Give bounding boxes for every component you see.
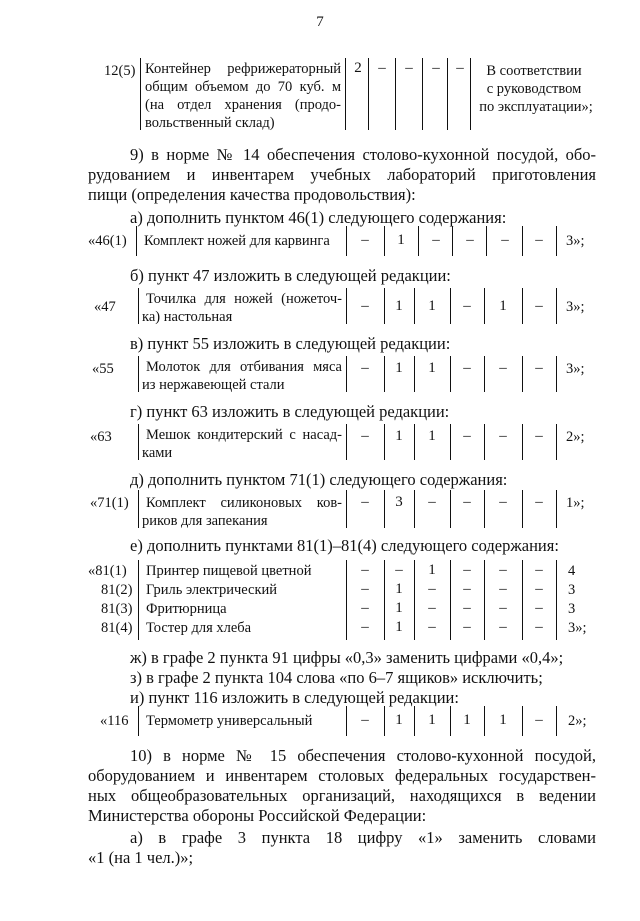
column-rule [556,490,557,528]
paragraph-line: «1 (на 1 чел.)»; [88,848,194,867]
value-cell: – [499,619,507,635]
value-cell: – [428,581,436,597]
column-rule [450,424,451,460]
row-number: 12(5) [104,63,136,79]
column-rule [384,490,385,528]
column-rule [346,490,347,528]
column-rule [450,288,451,324]
column-rule [414,706,415,736]
column-rule [418,226,419,256]
item-name-line: риков для запекания [142,513,268,529]
value-cell: – [463,600,471,616]
note-line: с руководством [486,81,582,97]
value-cell: – [463,360,471,376]
column-rule [138,356,139,392]
value-cell: – [463,562,471,578]
column-rule [368,58,369,130]
value-cell: – [535,298,543,314]
value-cell: – [463,428,471,444]
value-cell: 3 [568,601,576,617]
value-cell: – [535,562,543,578]
value-cell: 1 [395,581,403,597]
value-cell: 1 [428,562,436,578]
row-number: «81(1) [88,563,127,579]
row-number: 81(2) [101,582,133,598]
column-rule [556,288,557,324]
value-cell: 1 [395,428,403,444]
column-rule [346,288,347,324]
column-rule [414,560,415,640]
column-rule [136,226,137,256]
value-cell: – [395,562,403,578]
instruction-f: е) дополнить пунктами 81(1)–81(4) следующего содержания: [130,536,559,555]
value-cell: – [535,428,543,444]
column-rule [346,424,347,460]
value-cell: – [428,619,436,635]
value-cell: 3 [568,582,576,598]
value-cell: – [361,619,369,635]
item-name-line: Комплект силиконовых ков- [146,495,342,511]
value-cell: – [499,600,507,616]
value-cell: 1»; [566,495,585,511]
value-cell: – [361,360,369,376]
value-cell: – [535,619,543,635]
value-cell: – [361,581,369,597]
column-rule [346,356,347,392]
value-cell: – [378,60,386,76]
row-number: «46(1) [88,233,127,249]
value-cell: 1 [463,712,471,728]
column-rule [484,424,485,460]
paragraph-line: 10) в норме № 15 обеспечения столово-кухонной посудой, [130,746,596,765]
item-name-line: (на отдел хранения (продо- [145,97,341,113]
value-cell: 2»; [568,713,587,729]
item-name-line: Мешок кондитерский с насад- [146,427,342,443]
column-rule [345,58,346,130]
column-rule [522,560,523,640]
column-rule [346,560,347,640]
column-rule [522,424,523,460]
value-cell: – [456,60,464,76]
item-name: Гриль электрический [146,582,278,598]
column-rule [414,356,415,392]
column-rule [486,226,487,256]
column-rule [450,356,451,392]
column-rule [414,288,415,324]
value-cell: 1 [428,360,436,376]
column-rule [138,424,139,460]
value-cell: 1 [428,298,436,314]
column-rule [556,706,557,736]
column-rule [140,58,141,130]
item-name-line: Молоток для отбивания мяса [146,359,342,375]
instruction-d: г) пункт 63 изложить в следующей редакции: [130,402,450,421]
value-cell: – [432,232,440,248]
column-rule [522,288,523,324]
item-name-line: вольственный склад) [145,115,275,131]
column-rule [450,706,451,736]
item-name-line: Точилка для ножей (ножеточ- [146,291,342,307]
column-rule [422,58,423,130]
value-cell: – [463,298,471,314]
row-number: «116 [100,713,129,729]
column-rule [384,226,385,256]
row-number: «47 [94,299,116,315]
value-cell: 3»; [566,299,585,315]
value-cell: – [361,232,369,248]
value-cell: 4 [568,563,576,579]
instruction-c: в) пункт 55 изложить в следующей редакции: [130,334,451,353]
value-cell: 3»; [568,620,587,636]
value-cell: – [405,60,413,76]
item-name-line: общим объемом до 70 куб. м [145,79,341,95]
paragraph-line: ных общеобразовательных организаций, находящихся в ведении [88,786,596,805]
column-rule [447,58,448,130]
row-number: «71(1) [90,495,129,511]
column-rule [138,560,139,640]
instruction-e: д) дополнить пунктом 71(1) следующего содержания: [130,470,508,489]
paragraph-line: пищи (определения качества продовольствия): [88,185,416,204]
value-cell: – [361,494,369,510]
instruction-a: а) дополнить пунктом 46(1) следующего содержания: [130,208,507,227]
value-cell: 1 [397,232,405,248]
paragraph-line: а) в графе 3 пункта 18 цифру «1» заменить словами [130,828,596,847]
value-cell: – [535,581,543,597]
item-name: Комплект ножей для карвинга [144,233,330,249]
value-cell: 1 [428,712,436,728]
paragraph-line: рудованием и инвентарем учебных лабораторий приготовления [88,165,596,184]
value-cell: – [428,600,436,616]
column-rule [384,288,385,324]
item-name-line: из нержавеющей стали [142,377,285,393]
note-line: по эксплуатации»; [479,99,593,115]
value-cell: 1 [395,600,403,616]
column-rule [346,226,347,256]
value-cell: – [428,494,436,510]
item-name-line: ками [142,445,173,461]
value-cell: – [466,232,474,248]
value-cell: 1 [395,619,403,635]
column-rule [384,706,385,736]
paragraph-line: оборудованием и инвентарем столовых федеральных государствен- [88,766,596,785]
value-cell: – [361,428,369,444]
item-name: Тостер для хлеба [146,620,252,636]
column-rule [484,560,485,640]
column-rule [138,706,139,736]
value-cell: – [535,360,543,376]
column-rule [138,288,139,324]
item-name-line: Контейнер рефрижераторный [145,61,341,77]
value-cell: – [499,494,507,510]
value-cell: 2»; [566,429,585,445]
column-rule [470,58,471,130]
item-name: Принтер пищевой цветной [146,563,312,579]
value-cell: 1 [395,360,403,376]
column-rule [556,356,557,392]
column-rule [450,490,451,528]
note-line: В соответствии [486,63,582,79]
column-rule [384,560,385,640]
column-rule [384,356,385,392]
column-rule [522,356,523,392]
column-rule [346,706,347,736]
value-cell: 1 [395,298,403,314]
column-rule [556,424,557,460]
column-rule [484,356,485,392]
value-cell: – [499,360,507,376]
value-cell: – [432,60,440,76]
column-rule [414,490,415,528]
column-rule [556,560,557,640]
value-cell: – [361,298,369,314]
row-number: «63 [90,429,112,445]
column-rule [452,226,453,256]
value-cell: – [535,232,543,248]
value-cell: 3 [395,494,403,510]
value-cell: – [535,712,543,728]
value-cell: 1 [428,428,436,444]
instruction-i: и) пункт 116 изложить в следующей редакции: [130,688,459,707]
value-cell: – [535,600,543,616]
value-cell: 3»; [566,361,585,377]
column-rule [522,490,523,528]
value-cell: 1 [499,712,507,728]
page-number: 7 [316,14,324,30]
value-cell: – [463,619,471,635]
column-rule [395,58,396,130]
value-cell: – [535,494,543,510]
value-cell: – [361,600,369,616]
item-name-line: ка) настольная [142,309,233,325]
value-cell: – [463,494,471,510]
instruction-g: ж) в графе 2 пункта 91 цифры «0,3» заменить цифрами «0,4»; [130,648,564,667]
row-number: «55 [92,361,114,377]
value-cell: – [499,581,507,597]
column-rule [138,490,139,528]
column-rule [484,706,485,736]
column-rule [384,424,385,460]
value-cell: 1 [499,298,507,314]
value-cell: – [501,232,509,248]
paragraph-line: Министерства обороны Российской Федерации: [88,806,427,825]
value-cell: – [361,712,369,728]
value-cell: 2 [354,60,362,76]
column-rule [450,560,451,640]
value-cell: – [499,428,507,444]
value-cell: 3»; [566,233,585,249]
value-cell: – [361,562,369,578]
value-cell: – [499,562,507,578]
value-cell: – [463,581,471,597]
paragraph-line: 9) в норме № 14 обеспечения столово-кухонной посудой, обо- [130,145,596,164]
row-number: 81(3) [101,601,133,617]
column-rule [484,288,485,324]
column-rule [484,490,485,528]
column-rule [414,424,415,460]
instruction-b: б) пункт 47 изложить в следующей редакции: [130,266,451,285]
value-cell: 1 [395,712,403,728]
item-name: Термометр универсальный [146,713,313,729]
column-rule [556,226,557,256]
item-name: Фритюрница [146,601,227,617]
row-number: 81(4) [101,620,133,636]
column-rule [522,706,523,736]
instruction-h: з) в графе 2 пункта 104 слова «по 6–7 ящиков» исключить; [130,668,543,687]
column-rule [522,226,523,256]
